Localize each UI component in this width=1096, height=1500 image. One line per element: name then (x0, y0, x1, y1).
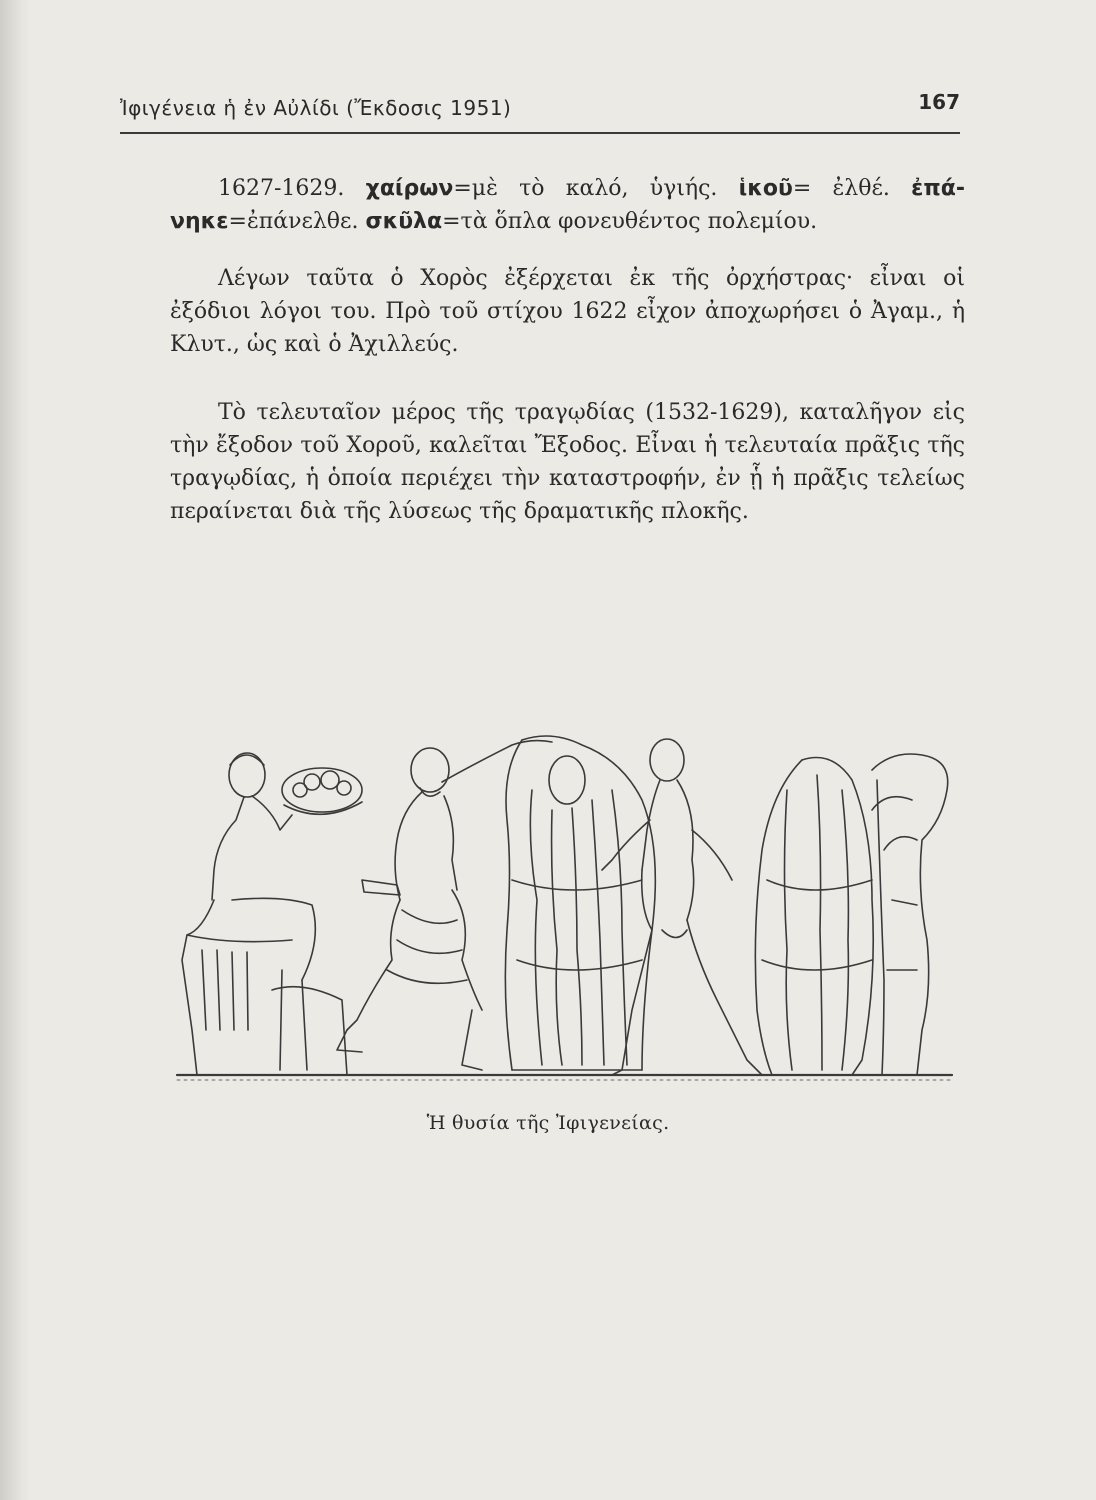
running-head (120, 90, 960, 134)
figure-draped-with-tree (755, 754, 947, 1075)
glossary-note (170, 172, 965, 238)
paragraph-chorus-exit (170, 262, 965, 361)
note-term-epaneke-b: νηκε (170, 209, 229, 234)
figure-bearded-man (337, 741, 552, 1070)
note-def-ikou: = ἐλθέ. (792, 176, 890, 201)
paragraph-1-text: Λέγων ταῦτα ὁ Χορὸς ἐξέρχεται ἐκ τῆς ὀρχήστρας· εἶναι οἱ ἐξόδιοι λόγοι του. Πρὸ τοῦ στίχου 1622 εἶχον ἀποχωρήσει ὁ Ἀγαμ., ἡ Κλυτ., ὡς καὶ ὁ Ἀχιλλεύς. (170, 266, 965, 357)
note-term-ikou: ἱκοῦ (738, 176, 793, 201)
running-title: Ἰφιγένεια ἡ ἐν Αὐλίδι (Ἔκδοσις 1951) (120, 96, 512, 120)
note-def-chairon: =μὲ τὸ καλό, ὑγιής. (453, 176, 718, 201)
figure-iphigenia (505, 736, 655, 1070)
binding-edge (0, 0, 30, 1500)
figure-seated-youth (182, 753, 362, 1075)
relief-illustration (172, 730, 962, 1090)
note-term-chairon: χαίρων (365, 176, 454, 201)
paragraph-2-text: Τὸ τελευταῖον μέρος τῆς τραγῳδίας (1532-1629), καταλῆγον εἰς τὴν ἔξοδον τοῦ Χοροῦ, καλεῖται Ἔξοδος. Εἶναι ἡ τελευταία πρᾶξις τῆς τραγῳδίας, ἡ ὁποία περιέχει τὴν καταστροφήν, ἐν ᾗ ἡ πρᾶξις τελείως περαίνεται διὰ τῆς λύσεως τῆς δραματικῆς πλοκῆς. (170, 400, 965, 524)
page-number: 167 (918, 90, 960, 114)
note-def-skyla: =τὰ ὅπλα φονευθέντος πολεμίου. (442, 209, 818, 234)
paragraph-exodos (170, 396, 965, 528)
note-term-skyla: σκῦλα (365, 209, 443, 234)
note-def-epaneke: =ἐπάνελθε. (228, 209, 359, 234)
note-line-range: 1627-1629. (218, 176, 345, 201)
figure-caption: Ἡ θυσία τῆς Ἰφιγενείας. (426, 1112, 670, 1134)
note-term-epaneke-a: ἐπά- (911, 176, 965, 201)
